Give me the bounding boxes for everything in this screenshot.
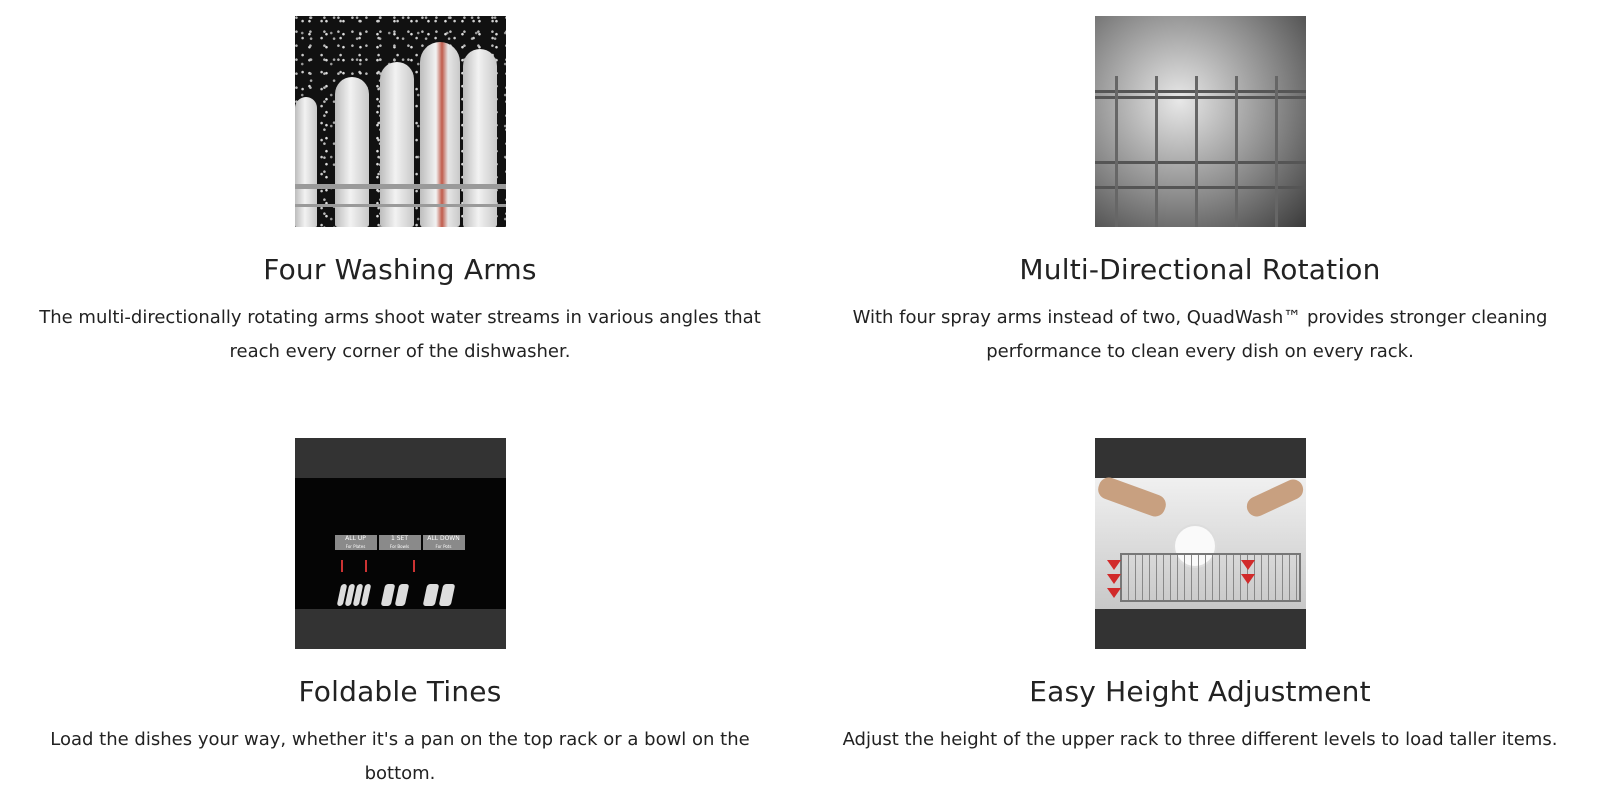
tine-option-sublabel: For Pots (435, 544, 452, 549)
rack-bar (1235, 76, 1238, 227)
dish (380, 584, 395, 606)
tine-option-label: ALL DOWN (427, 535, 460, 542)
feature-description: Load the dishes your way, whether it's a pan on the top rack or a bowl on the bottom. (50, 729, 750, 784)
arrow-down-icon (1107, 588, 1121, 598)
plate (380, 62, 414, 227)
rack-bar (1155, 76, 1158, 227)
rack-bar (295, 184, 506, 189)
tine-option-tag (379, 535, 421, 550)
arrow-down-icon (1241, 574, 1255, 584)
tine-option-sublabel: For Plates (345, 544, 366, 549)
plate (463, 49, 497, 227)
rack-bar (295, 204, 506, 207)
feature-card-multi-directional-rotation (800, 16, 1600, 369)
arrow-down-icon (1107, 574, 1121, 584)
feature-card-easy-height-adjustment (800, 438, 1600, 757)
hand (1243, 476, 1305, 519)
rack-bar (1195, 76, 1198, 227)
hand (1095, 475, 1168, 520)
tines-panel (295, 478, 506, 609)
tine-option-tag (335, 535, 377, 550)
feature-title: Four Washing Arms (263, 253, 537, 286)
rack-photo (1095, 478, 1306, 609)
tine-option-tag (423, 535, 465, 550)
tine-option-label: 1 SET (391, 535, 408, 542)
tine-option-sublabel: For Bowls (389, 544, 410, 549)
tine-marker (413, 560, 415, 572)
rack-bar (1115, 76, 1118, 227)
plate (295, 97, 317, 227)
plate (420, 42, 460, 227)
feature-title: Multi-Directional Rotation (1019, 253, 1381, 286)
feature-description: The multi-directionally rotating arms shoot water streams in various angles that reach every corner of the dishwasher. (39, 307, 761, 362)
arrow-down-icon (1107, 560, 1121, 570)
dish (394, 584, 409, 606)
feature-card-four-washing-arms (0, 16, 800, 369)
dishes-spray-image (295, 16, 506, 227)
feature-description: Adjust the height of the upper rack to three different levels to load taller items. (842, 729, 1558, 750)
rack-bar (1275, 76, 1278, 227)
height-adjustment-image (1095, 438, 1306, 649)
arrow-down-icon (1241, 560, 1255, 570)
feature-description: With four spray arms instead of two, QuadWash™ provides stronger cleaning performance to clean every dish on every rack. (852, 307, 1548, 362)
feature-card-foldable-tines (0, 438, 800, 791)
rack-splash-image (1095, 16, 1306, 227)
feature-title: Easy Height Adjustment (1029, 675, 1371, 708)
tine-marker (365, 560, 367, 572)
dish (438, 584, 455, 606)
feature-title: Foldable Tines (298, 675, 502, 708)
foldable-tines-image (295, 438, 506, 649)
dish (422, 584, 439, 606)
dish-rack (1120, 553, 1301, 602)
tine-marker (341, 560, 343, 572)
tine-option-label: ALL UP (345, 535, 366, 542)
